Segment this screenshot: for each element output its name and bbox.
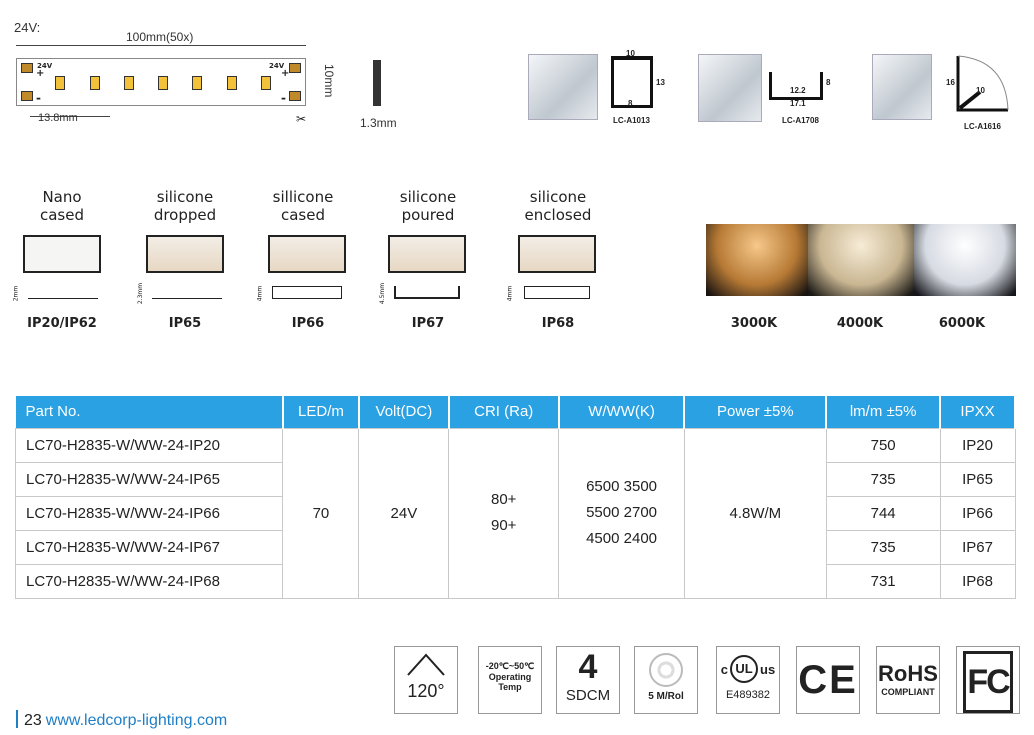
header-lumen: lm/m ±5%	[826, 396, 940, 428]
header-led-per-m: LED/m	[283, 396, 359, 428]
reel-length: 5 M/Rol	[648, 691, 684, 702]
cri-values	[449, 428, 559, 598]
profile-code: LC-A1616	[964, 122, 1001, 131]
operating-temp-badge	[478, 646, 542, 714]
strip-side-view	[373, 60, 381, 106]
ip-section-height: 2mm	[12, 285, 20, 302]
rohs-badge	[876, 646, 940, 714]
led-chip	[90, 76, 100, 90]
ip-label-line2: enclosed	[524, 206, 592, 224]
ip-value: IP68	[940, 564, 1015, 598]
ip-label-line1: silicone	[156, 188, 214, 206]
part-number: LC70-H2835-W/WW-24-IP68	[16, 564, 283, 598]
ip-label-line2: cased	[39, 206, 84, 224]
ip-label-line2: poured	[401, 206, 455, 224]
ip-code: IP66	[291, 316, 325, 331]
ip-section	[28, 286, 98, 299]
profile-dim: 10	[626, 49, 635, 58]
ip-section-height: 2.3mm	[137, 282, 145, 305]
part-number: LC70-H2835-W/WW-24-IP20	[16, 428, 283, 462]
cri-value: 90+	[491, 517, 517, 534]
rohs-icon: RoHS	[878, 661, 938, 686]
ip-photo	[146, 235, 224, 273]
cct-values	[559, 428, 685, 598]
strip-length-label: 100mm(50x)	[126, 30, 194, 44]
ip-photo	[388, 235, 466, 273]
profile-code: LC-A1013	[613, 116, 650, 125]
ip-code: IP65	[168, 316, 202, 331]
ip-label-line2: cased	[280, 206, 325, 224]
led-chip	[158, 76, 168, 90]
minus-label: -	[281, 91, 286, 105]
website-link[interactable]: www.ledcorp-lighting.com	[45, 712, 228, 729]
ip-label-line1: sillicone	[272, 188, 334, 206]
cct-label: 6000K	[938, 316, 986, 331]
plus-label: +	[281, 68, 290, 79]
cri-value: 80+	[491, 491, 517, 508]
pad-voltage-label: 24V	[37, 62, 53, 70]
beam-angle-badge	[394, 646, 458, 714]
ce-badge	[796, 646, 860, 714]
profile-dim: 16	[946, 78, 955, 87]
ip-code: IP68	[541, 316, 575, 331]
temp-label: Temp	[498, 682, 522, 692]
ip-section	[524, 286, 590, 299]
beam-angle-value: 120°	[407, 681, 445, 701]
cct-pair: 5500 2700	[586, 504, 657, 521]
lumen-value: 731	[826, 564, 940, 598]
ip-section-height: 4.5mm	[379, 282, 387, 305]
table-row	[16, 428, 1016, 462]
ip-value: IP65	[940, 462, 1015, 496]
header-part-no: Part No.	[16, 396, 283, 428]
part-number: LC70-H2835-W/WW-24-IP67	[16, 530, 283, 564]
minus-label: -	[36, 91, 41, 105]
strip-length-line	[16, 45, 306, 46]
profile-dim: 17.1	[790, 99, 806, 108]
cut-spacing-label: 13.8mm	[38, 112, 78, 124]
beam-angle-icon	[406, 651, 446, 677]
ip-photo	[268, 235, 346, 273]
part-number: LC70-H2835-W/WW-24-IP65	[16, 462, 283, 496]
strip-drawing	[16, 58, 306, 106]
reel-length-badge	[634, 646, 698, 714]
cct-sample-3000k	[706, 224, 808, 296]
ul-c: c	[720, 661, 729, 677]
lumen-value: 750	[826, 428, 940, 462]
ip-section	[272, 286, 342, 299]
profile-dim: 8	[826, 78, 831, 87]
profile-dim: 13	[656, 78, 665, 87]
table-header-row	[16, 396, 1016, 428]
footer	[16, 710, 227, 730]
ip-label-line1: Nano	[42, 188, 82, 206]
cct-label: 4000K	[836, 316, 884, 331]
led-chip	[55, 76, 65, 90]
rohs-compliant: COMPLIANT	[881, 687, 935, 697]
profile-photo	[698, 54, 762, 122]
ip-section	[394, 286, 460, 299]
spec-table	[15, 396, 1016, 599]
ul-listed-icon	[717, 655, 779, 683]
profile-photo	[528, 54, 598, 120]
led-chip	[192, 76, 202, 90]
led-chip	[261, 76, 271, 90]
ip-label-line1: silicone	[529, 188, 587, 206]
sdcm-label: SDCM	[565, 687, 611, 704]
sdcm-badge	[556, 646, 620, 714]
footer-bar	[16, 710, 18, 728]
cct-sample-4000k	[808, 224, 914, 296]
profile-dim: 10	[976, 86, 985, 95]
ip-section-height: 4mm	[256, 285, 264, 302]
strip-width-label: 10mm	[322, 64, 336, 98]
led-per-m-value: 70	[283, 428, 359, 598]
led-chip	[124, 76, 134, 90]
solder-pad	[21, 91, 33, 101]
fcc-icon: FC	[963, 651, 1013, 713]
scissors-icon: ✂	[296, 112, 307, 126]
profile-dim: 8	[628, 99, 633, 108]
header-cri: CRI (Ra)	[449, 396, 559, 428]
strip-thickness-label: 1.3mm	[360, 116, 397, 130]
header-power: Power ±5%	[684, 396, 826, 428]
profile-dim: 12.2	[790, 86, 806, 95]
sdcm-number: 4	[578, 648, 598, 686]
page-number: 23	[24, 712, 42, 729]
profile-section	[950, 52, 1010, 116]
header-cct: W/WW(K)	[559, 396, 685, 428]
plus-label: +	[36, 68, 45, 79]
ip-section-height: 4mm	[506, 285, 514, 302]
temp-label: Operating	[488, 672, 532, 682]
profile-photo	[872, 54, 932, 120]
ul-us: us	[760, 661, 776, 677]
lumen-value: 744	[826, 496, 940, 530]
led-chip	[227, 76, 237, 90]
ce-icon: CE	[798, 658, 858, 702]
ip-code: IP20/IP62	[27, 316, 97, 331]
ip-section	[152, 286, 222, 299]
ip-label-line1: silicone	[399, 188, 457, 206]
volt-value: 24V	[359, 428, 449, 598]
cct-pair: 6500 3500	[586, 478, 657, 495]
solder-pad	[21, 63, 33, 73]
solder-pad	[289, 63, 301, 73]
voltage-label: 24V:	[14, 20, 41, 35]
reel-icon	[649, 653, 683, 687]
lumen-value: 735	[826, 530, 940, 564]
ip-value: IP20	[940, 428, 1015, 462]
ul-file-number: E489382	[725, 689, 771, 701]
ip-photo	[518, 235, 596, 273]
cct-label: 3000K	[730, 316, 778, 331]
power-value: 4.8W/M	[684, 428, 826, 598]
header-volt: Volt(DC)	[359, 396, 449, 428]
header-ipxx: IPXX	[940, 396, 1015, 428]
ip-code: IP67	[411, 316, 445, 331]
temp-range: -20℃~50℃	[485, 661, 535, 671]
ip-value: IP66	[940, 496, 1015, 530]
ul-circle: UL	[730, 655, 758, 683]
cct-sample-6000k	[914, 224, 1016, 296]
cul-us-badge	[716, 646, 780, 714]
pad-voltage-label: 24V	[269, 62, 285, 70]
lumen-value: 735	[826, 462, 940, 496]
ip-value: IP67	[940, 530, 1015, 564]
ip-photo	[23, 235, 101, 273]
part-number: LC70-H2835-W/WW-24-IP66	[16, 496, 283, 530]
ip-label-line2: dropped	[153, 206, 217, 224]
fcc-badge	[956, 646, 1020, 714]
profile-code: LC-A1708	[782, 116, 819, 125]
solder-pad	[289, 91, 301, 101]
cct-pair: 4500 2400	[586, 530, 657, 547]
